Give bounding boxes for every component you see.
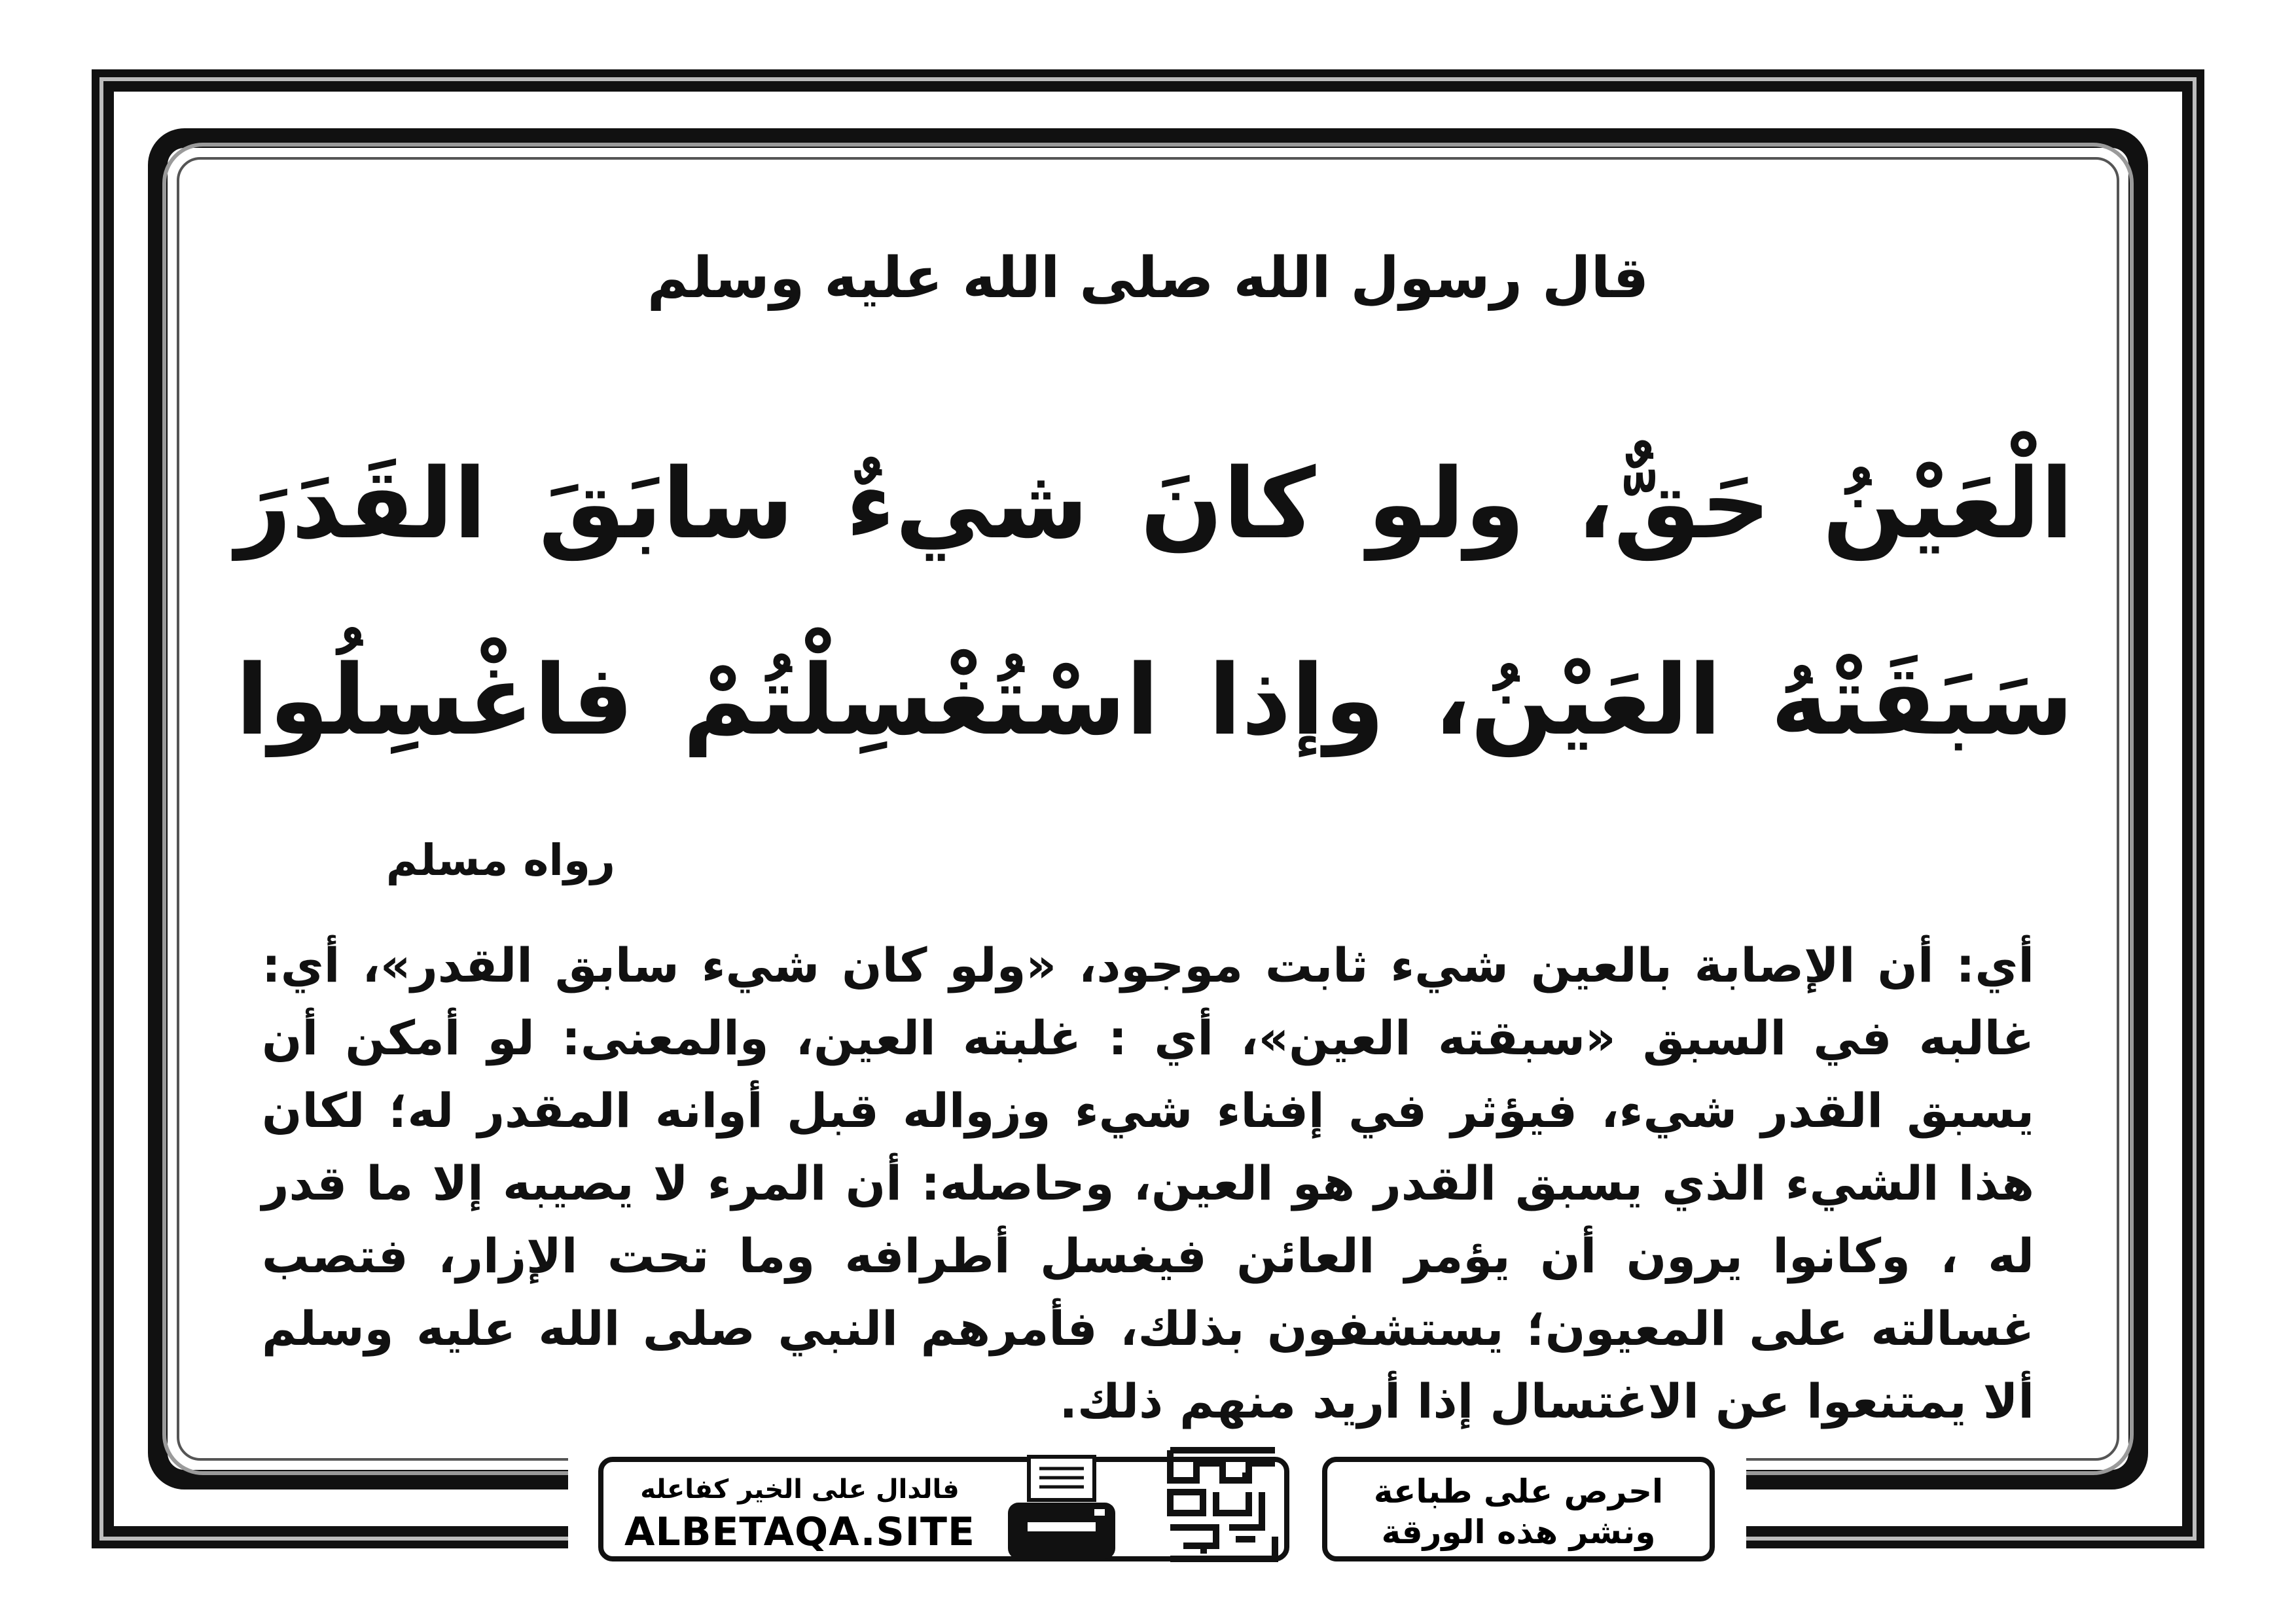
footer-cta-line-2: ونشر هذه الورقة [1381,1513,1656,1551]
intro-line: قال رسول الله صلى الله عليه وسلم [647,245,1649,311]
footer-cta-line-1: احرص على طباعة [1373,1472,1664,1510]
hadith-text [196,406,2100,798]
footer-site[interactable]: ALBETAQA.SITE [624,1509,975,1555]
hadith-line-2: سَبَقَتْهُ العَيْنُ، وإذا اسْتُغْسِلْتُمْ فاغْسِلُوا [236,644,2073,757]
hadith-line-1: الْعَيْنُ حَقٌّ، ولو كانَ شيءٌ سابَقَ القَدَرَ [236,448,2073,560]
footer-slogan: فالدال على الخير كفاعله [640,1474,960,1505]
dawah-paper-logo-icon [1164,1441,1282,1572]
footer-cta-box [1322,1457,1715,1561]
footer-site-text [617,1462,983,1556]
content [196,170,2100,1429]
narrator: رواه مسلم [386,835,615,885]
printer-icon [996,1452,1127,1569]
explanation: أي: أن الإصابة بالعين شيء ثابت موجود، «ولو كان شيء سابق القدر»، أي: غالبه في السبق «سبقته العين»، أي : غلبته العين، والمعنى: لو أمكن أن يسبق القدر شيء، فيؤثر في إفناء شيء وزواله قبل أوانه المقدر له؛ لكان هذا الشيء الذي يسبق القدر هو العين، وحاصله: أن المرء لا يصيبه إلا ما قدر له ، وكانوا يرون أن يؤمر العائن فيغسل أطرافه وما تحت الإزار، فتصب غسالته على المعيون؛ يستشفون بذلك، فأمرهم النبي صلى الله عليه وسلم ألا يمتنعوا عن الاغتسال إذا أريد منهم ذلك. [262,938,2034,1429]
